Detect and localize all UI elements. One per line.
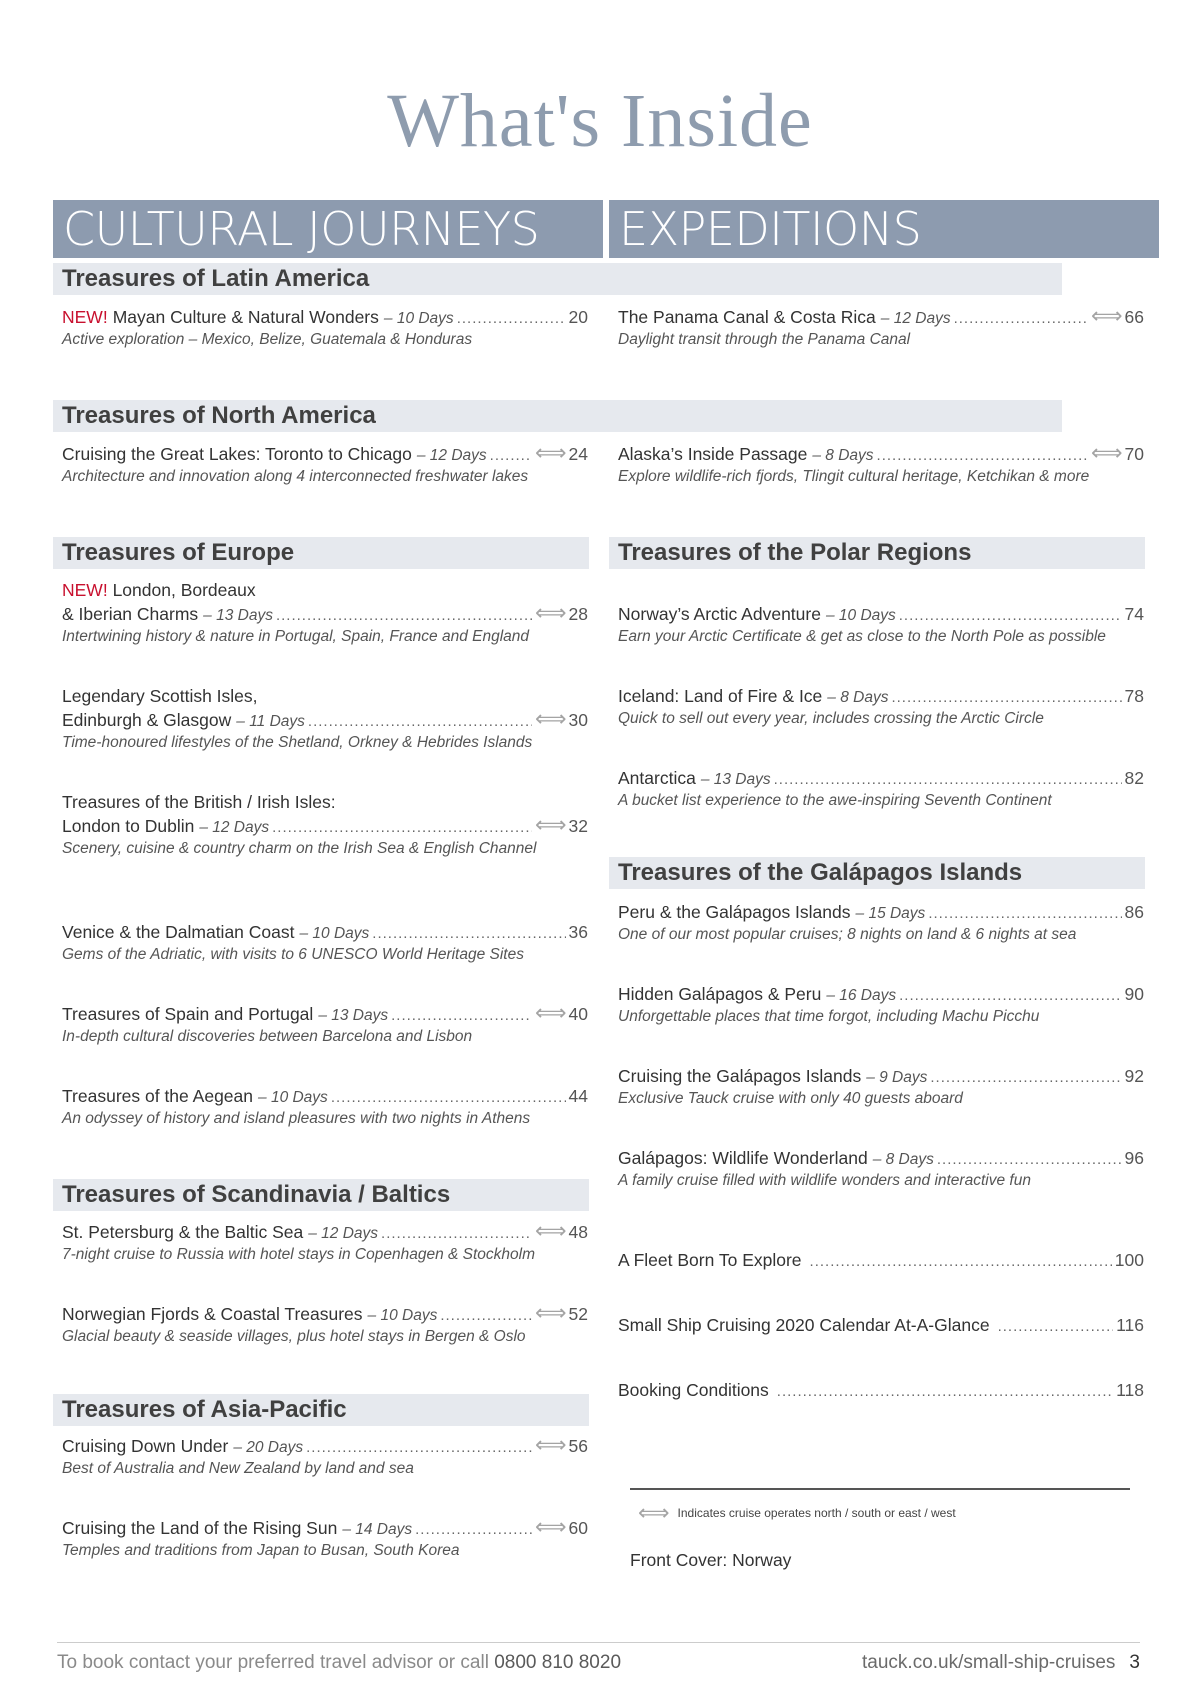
- entry-page: 92: [1124, 1066, 1144, 1086]
- entry-page: 32: [568, 816, 588, 836]
- entry-page: 116: [1116, 1315, 1144, 1335]
- leader-dots: [998, 1315, 1114, 1339]
- entry-page: 30: [568, 710, 588, 730]
- leader-dots: [415, 1518, 532, 1542]
- entry-days: – 11 Days: [236, 713, 305, 730]
- entry-description: Explore wildlife-rich fjords, Tlingit cultural heritage, Ketchikan & more: [618, 468, 1090, 485]
- double-arrow-icon: ⟺: [534, 440, 567, 465]
- cultural-journeys-column: [53, 200, 603, 1559]
- entry-description: An odyssey of history and island pleasures with two nights in Athens: [62, 1110, 531, 1127]
- leader-dots: [457, 307, 566, 331]
- entry-days: – 8 Days: [812, 447, 874, 464]
- new-badge: NEW!: [62, 580, 108, 600]
- entry-description: One of our most popular cruises; 8 nights on land & 6 nights at sea: [618, 926, 1077, 943]
- entry-iceland[interactable]: [618, 684, 1144, 730]
- band-europe: Treasures of Europe: [53, 537, 589, 569]
- leader-dots: [899, 984, 1121, 1008]
- entry-aegean[interactable]: [62, 1084, 588, 1130]
- leader-dots: [306, 1436, 532, 1460]
- entry-description: A bucket list experience to the awe-inspiring Seventh Continent: [618, 792, 1052, 809]
- entry-galapagos-wildlife[interactable]: [618, 1146, 1144, 1192]
- footer-rule: [57, 1642, 1140, 1643]
- entry-cruising-galapagos[interactable]: [618, 1064, 1144, 1110]
- entry-page: 36: [568, 922, 588, 942]
- entry-days: – 20 Days: [233, 1439, 304, 1456]
- entry-title: Venice & the Dalmatian Coast: [62, 922, 295, 942]
- entry-st-petersburg[interactable]: [62, 1220, 588, 1266]
- entry-description: Temples and traditions from Japan to Busan, South Korea: [62, 1542, 460, 1559]
- leader-dots: [391, 1004, 532, 1028]
- entry-title: Mayan Culture & Natural Wonders: [112, 307, 379, 327]
- leader-dots: [877, 444, 1088, 468]
- entry-title-line1: London, Bordeaux: [112, 580, 256, 600]
- entry-page: 96: [1124, 1148, 1144, 1168]
- leader-dots: [928, 902, 1121, 926]
- new-badge: NEW!: [62, 307, 108, 327]
- entry-days: – 10 Days: [258, 1089, 328, 1106]
- entry-days: – 12 Days: [199, 819, 270, 836]
- leader-dots: [381, 1222, 532, 1246]
- entry-title: Antarctica: [618, 768, 696, 788]
- legend: [638, 1500, 956, 1526]
- entry-page: 52: [568, 1304, 588, 1324]
- entry-title: Peru & the Galápagos Islands: [618, 902, 851, 922]
- double-arrow-icon: ⟺: [534, 1432, 567, 1457]
- entry-days: – 12 Days: [880, 310, 951, 327]
- entry-title: Alaska’s Inside Passage: [618, 444, 808, 464]
- band-asia-pacific: Treasures of Asia-Pacific: [53, 1394, 589, 1426]
- entry-great-lakes[interactable]: [62, 442, 588, 488]
- leader-dots: [490, 444, 532, 468]
- entry-title: St. Petersburg & the Baltic Sea: [62, 1222, 304, 1242]
- entry-page: 28: [568, 604, 588, 624]
- leader-dots: [272, 816, 532, 840]
- entry-page: 70: [1124, 444, 1144, 464]
- entry-page: 66: [1124, 307, 1144, 327]
- entry-description: Quick to sell out every year, includes crossing the Arctic Circle: [618, 710, 1044, 727]
- entry-days: – 8 Days: [872, 1151, 934, 1168]
- entry-rising-sun[interactable]: [62, 1516, 588, 1562]
- footer-right: [862, 1652, 1140, 1674]
- entry-page: 118: [1116, 1380, 1144, 1400]
- entry-description: 7-night cruise to Russia with hotel stays in Copenhagen & Stockholm: [62, 1246, 535, 1263]
- entry-days: – 10 Days: [825, 607, 896, 624]
- entry-title: & Iberian Charms: [62, 604, 199, 624]
- footer-phone[interactable]: 0800 810 8020: [494, 1652, 622, 1673]
- band-scandinavia: Treasures of Scandinavia / Baltics: [53, 1179, 589, 1211]
- double-arrow-icon: ⟺: [534, 812, 567, 837]
- entry-description: Exclusive Tauck cruise with only 40 guests aboard: [618, 1090, 963, 1107]
- entry-venice[interactable]: [62, 920, 588, 966]
- leader-dots: [440, 1304, 532, 1328]
- entry-title-line1: Legendary Scottish Isles,: [62, 686, 258, 706]
- entry-title: Booking Conditions: [618, 1380, 769, 1400]
- double-arrow-icon: ⟺: [534, 600, 567, 625]
- leader-dots: [777, 1380, 1113, 1404]
- entry-description: Glacial beauty & seaside villages, plus hotel stays in Bergen & Oslo: [62, 1328, 526, 1345]
- entry-days: – 9 Days: [866, 1069, 928, 1086]
- entry-title: Hidden Galápagos & Peru: [618, 984, 822, 1004]
- entry-description: Intertwining history & nature in Portugal, Spain, France and England: [62, 628, 529, 645]
- leader-dots: [331, 1086, 566, 1110]
- entry-description: Unforgettable places that time forgot, including Machu Picchu: [618, 1008, 1040, 1025]
- leader-dots: [930, 1066, 1121, 1090]
- entry-page: 20: [568, 307, 588, 327]
- cultural-journeys-header: CULTURAL JOURNEYS: [53, 200, 603, 258]
- entry-british-irish[interactable]: [62, 790, 588, 860]
- entry-title: Cruising the Great Lakes: Toronto to Chicago: [62, 444, 412, 464]
- entry-days: – 8 Days: [827, 689, 889, 706]
- entry-page: 82: [1124, 768, 1144, 788]
- double-arrow-icon: ⟺: [1090, 303, 1123, 328]
- entry-days: – 12 Days: [308, 1225, 379, 1242]
- entry-description: Scenery, cuisine & country charm on the Irish Sea & English Channel: [62, 840, 537, 857]
- entry-title: Treasures of the Aegean: [62, 1086, 254, 1106]
- entry-description: Earn your Arctic Certificate & get as close to the North Pole as possible: [618, 628, 1106, 645]
- entry-title: Edinburgh & Glasgow: [62, 710, 232, 730]
- entry-days: – 14 Days: [342, 1521, 413, 1538]
- entry-days: – 15 Days: [855, 905, 926, 922]
- entry-hidden-galapagos[interactable]: [618, 982, 1144, 1028]
- entry-days: – 13 Days: [318, 1007, 389, 1024]
- entry-description: Active exploration – Mexico, Belize, Guatemala & Honduras: [62, 331, 473, 348]
- entry-panama[interactable]: [618, 305, 1144, 351]
- band-north-america: Treasures of North America: [53, 400, 1062, 432]
- entry-page: 74: [1124, 604, 1144, 624]
- double-arrow-icon: ⟺: [534, 1300, 567, 1325]
- entry-page: 78: [1124, 686, 1144, 706]
- double-arrow-icon: ⟺: [1090, 440, 1123, 465]
- entry-title-line1: Treasures of the British / Irish Isles:: [62, 792, 336, 812]
- entry-page: 44: [568, 1086, 588, 1106]
- entry-page: 90: [1124, 984, 1144, 1004]
- expeditions-header: EXPEDITIONS: [609, 200, 1159, 258]
- entry-antarctica[interactable]: [618, 766, 1144, 812]
- leader-dots: [891, 686, 1121, 710]
- entry-down-under[interactable]: [62, 1434, 588, 1480]
- leader-dots: [954, 307, 1088, 331]
- leader-dots: [810, 1250, 1112, 1274]
- entry-title: Cruising the Land of the Rising Sun: [62, 1518, 338, 1538]
- front-cover-caption: Front Cover: Norway: [630, 1550, 792, 1570]
- page-number: 3: [1129, 1652, 1140, 1673]
- entry-title: Norway’s Arctic Adventure: [618, 604, 821, 624]
- entry-title: Treasures of Spain and Portugal: [62, 1004, 314, 1024]
- entry-description: A family cruise filled with wildlife wonders and interactive fun: [618, 1172, 1031, 1189]
- entry-description: Architecture and innovation along 4 interconnected freshwater lakes: [62, 468, 529, 485]
- leader-dots: [774, 768, 1122, 792]
- footer-contact-text: To book contact your preferred travel advisor or call: [57, 1652, 489, 1673]
- entry-description: Gems of the Adriatic, with visits to 6 UNESCO World Heritage Sites: [62, 946, 524, 963]
- entry-days: – 16 Days: [826, 987, 897, 1004]
- entry-peru-galapagos[interactable]: [618, 900, 1144, 946]
- double-arrow-icon: ⟺: [534, 1218, 567, 1243]
- entry-title: Cruising Down Under: [62, 1436, 229, 1456]
- entry-fleet[interactable]: [618, 1248, 1144, 1272]
- entry-description: Daylight transit through the Panama Canal: [618, 331, 911, 348]
- entry-page: 86: [1124, 902, 1144, 922]
- entry-mayan[interactable]: [62, 305, 588, 351]
- entry-days: – 13 Days: [203, 607, 273, 624]
- entry-norway-arctic[interactable]: [618, 602, 1144, 648]
- band-polar: Treasures of the Polar Regions: [609, 537, 1145, 569]
- entry-norwegian-fjords[interactable]: [62, 1302, 588, 1348]
- entry-london-bordeaux[interactable]: [62, 578, 588, 648]
- entry-title: Cruising the Galápagos Islands: [618, 1066, 862, 1086]
- entry-days: – 10 Days: [367, 1307, 438, 1324]
- entry-title: Norwegian Fjords & Coastal Treasures: [62, 1304, 363, 1324]
- entry-days: – 10 Days: [383, 310, 454, 327]
- entry-title: Iceland: Land of Fire & Ice: [618, 686, 823, 706]
- double-arrow-icon: ⟺: [534, 1514, 567, 1539]
- band-latin-america: Treasures of Latin America: [53, 263, 1062, 295]
- entry-title: Galápagos: Wildlife Wonderland: [618, 1148, 868, 1168]
- leader-dots: [276, 604, 532, 628]
- entry-page: 24: [568, 444, 588, 464]
- footer-contact: [57, 1652, 621, 1674]
- entry-alaska[interactable]: [618, 442, 1144, 488]
- entry-page: 48: [568, 1222, 588, 1242]
- leader-dots: [937, 1148, 1122, 1172]
- expeditions-column: [609, 200, 1159, 1400]
- entry-description: Best of Australia and New Zealand by land and sea: [62, 1460, 414, 1477]
- entry-description: Time-honoured lifestyles of the Shetland, Orkney & Hebrides Islands: [62, 734, 533, 751]
- entry-days: – 12 Days: [416, 447, 487, 464]
- double-arrow-icon: ⟺: [638, 1500, 670, 1525]
- leader-dots: [308, 710, 532, 734]
- page-title: What's Inside: [387, 79, 813, 163]
- double-arrow-icon: ⟺: [534, 1000, 567, 1025]
- entry-days: – 10 Days: [299, 925, 370, 942]
- band-galapagos: Treasures of the Galápagos Islands: [609, 857, 1145, 889]
- legend-rule: [630, 1488, 1130, 1490]
- leader-dots: [899, 604, 1122, 628]
- entry-title: A Fleet Born To Explore: [618, 1250, 802, 1270]
- entry-page: 60: [568, 1518, 588, 1538]
- entry-booking[interactable]: [618, 1378, 1144, 1402]
- double-arrow-icon: ⟺: [534, 706, 567, 731]
- entry-page: 40: [568, 1004, 588, 1024]
- entry-description: In-depth cultural discoveries between Barcelona and Lisbon: [62, 1028, 473, 1045]
- entry-page: 56: [568, 1436, 588, 1456]
- entry-page: 100: [1114, 1250, 1144, 1270]
- entry-title: The Panama Canal & Costa Rica: [618, 307, 876, 327]
- entry-title: London to Dublin: [62, 816, 195, 836]
- entry-days: – 13 Days: [700, 771, 771, 788]
- entry-scottish[interactable]: [62, 684, 588, 754]
- entry-calendar[interactable]: [618, 1313, 1144, 1337]
- entry-spain-portugal[interactable]: [62, 1002, 588, 1048]
- leader-dots: [372, 922, 565, 946]
- legend-text: Indicates cruise operates north / south or east / west: [677, 1506, 956, 1520]
- footer-website[interactable]: tauck.co.uk/small-ship-cruises: [862, 1652, 1116, 1673]
- entry-title: Small Ship Cruising 2020 Calendar At-A-Glance: [618, 1315, 990, 1335]
